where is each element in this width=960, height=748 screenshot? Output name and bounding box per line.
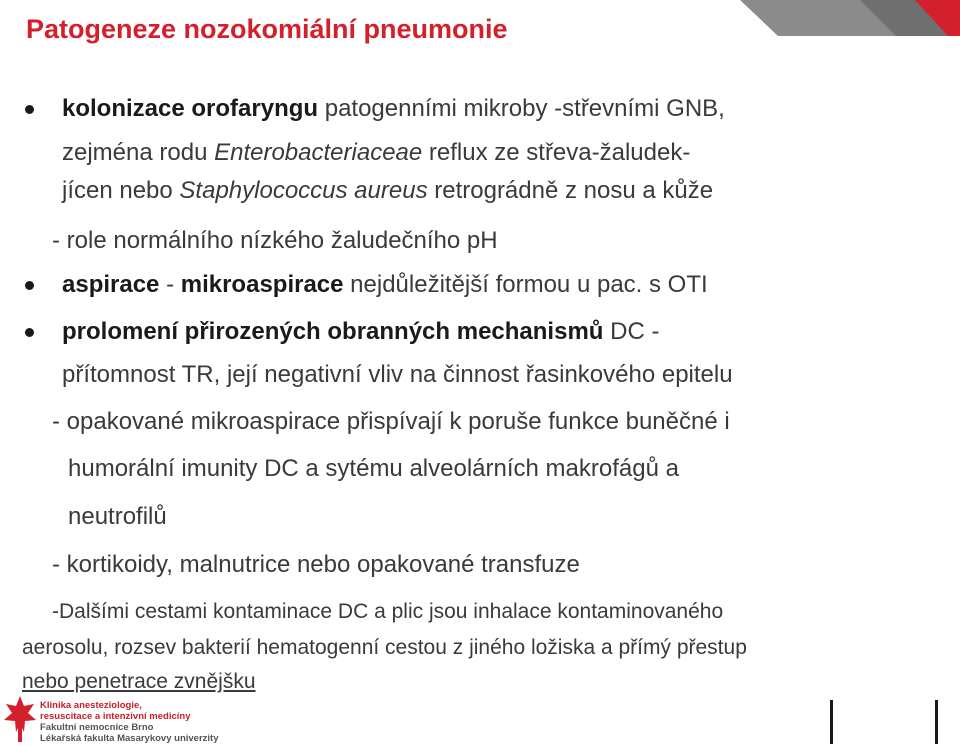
item-3-line-2: přítomnost TR, její negativní vliv na činnost řasinkového epitelu xyxy=(62,361,733,388)
item-3-text: DC - xyxy=(603,318,660,345)
item-1-text: patogenními mikroby -střevními GNB, xyxy=(318,95,725,122)
footer-divider xyxy=(935,700,938,744)
item-1-l2b: reflux ze střeva-žaludek- xyxy=(422,139,691,166)
clinic-logo-icon xyxy=(0,688,40,744)
item-1-l2a: zejména rodu xyxy=(62,139,215,166)
footer-line-3: Fakultní nemocnice Brno xyxy=(40,722,154,733)
item-1-l2-italic: Enterobacteriaceae xyxy=(214,139,423,166)
item-1-bold: kolonizace orofaryngu xyxy=(62,95,319,122)
item-3-line-1 xyxy=(62,318,659,346)
footer-line-4: Lékařská fakulta Masarykovy univerzity xyxy=(40,733,219,744)
footer-line-2: resuscitace a intenzivní medicíny xyxy=(40,711,191,722)
item-1-line-1 xyxy=(62,95,725,123)
item-1-l3a: jícen nebo xyxy=(62,177,180,204)
item-2-line xyxy=(62,271,708,299)
para-line-1: -Dalšími cestami kontaminace DC a plic jsou inhalace kontaminovaného xyxy=(52,600,724,623)
item-1-line-3 xyxy=(62,177,713,205)
item-2-bold-1: aspirace xyxy=(62,271,160,298)
item-2-text: nejdůležitější formou u pac. s OTI xyxy=(343,271,708,298)
sub-2-line-1: - opakované mikroaspirace přispívají k poruše funkce buněčné i xyxy=(52,408,730,435)
item-1-l3b: retrográdně z nosu a kůže xyxy=(427,177,714,204)
footer-institution xyxy=(40,700,218,744)
bullet-dot xyxy=(25,281,34,290)
footer-divider xyxy=(830,700,833,744)
corner-decoration xyxy=(560,0,960,36)
bullet-dot xyxy=(25,105,34,114)
item-2-mid: - xyxy=(159,271,181,298)
para-line-2: aerosolu, rozsev bakterií hematogenní cestou z jiného ložiska a přímý přestup xyxy=(22,636,747,659)
footer-line-1: Klinika anesteziologie, xyxy=(40,700,142,711)
bullet-dot xyxy=(25,328,34,337)
sub-2-line-3: neutrofilů xyxy=(68,503,167,530)
sub-3: - kortikoidy, malnutrice nebo opakované transfuze xyxy=(52,551,580,578)
item-1-l3-italic: Staphylococcus aureus xyxy=(179,177,428,204)
slide-title: Patogeneze nozokomiální pneumonie xyxy=(26,14,508,44)
sub-2-line-2: humorální imunity DC a sytému alveolárních makrofágů a xyxy=(68,455,679,482)
item-1-line-2 xyxy=(62,139,690,167)
item-3-bold: prolomení přirozených obranných mechanismů xyxy=(62,318,604,345)
item-2-bold-2: mikroaspirace xyxy=(180,271,344,298)
sub-1: - role normálního nízkého žaludečního pH xyxy=(52,227,498,254)
para-line-3: nebo penetrace zvnějšku xyxy=(22,670,256,693)
